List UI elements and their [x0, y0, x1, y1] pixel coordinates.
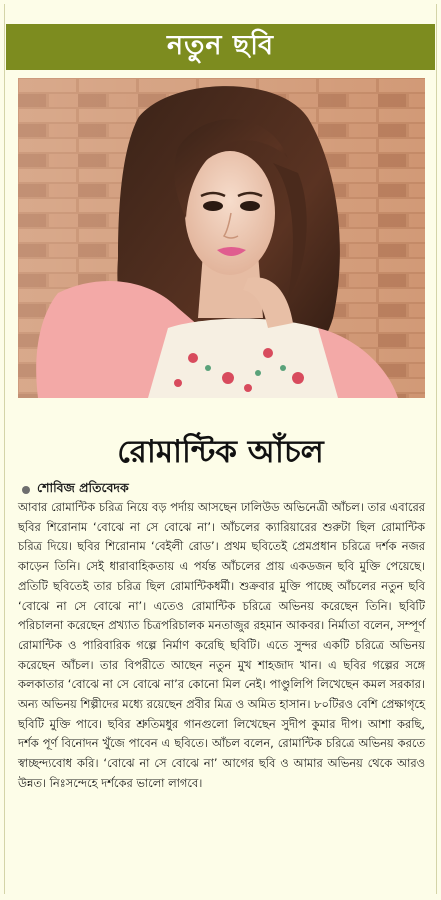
article-body-paragraph: আবার রোমান্টিক চরিত্র নিয়ে বড় পর্দায় আসছেন ঢালিউড অভিনেত্রী আঁচল। তার এবারের ছবির শিরোনাম ‘বোঝে না সে বোঝে না’। আঁচলের ক্যারিয়ারের শুরুটা ছিল রোমান্টিক চরিত্র দিয়ে। ছবির শিরোনাম ‘বেইলী রোড’। প্রথম ছবিতেই প্রেমপ্রধান চরিত্রে দর্শক নজর কাড়েন তিনি। সেই ধারাবাহিকতায় এ পর্যন্ত আঁচলের প্রায় একডজন ছবি মুক্তি পেয়েছে। প্রতিটি ছবিতেই তার চরিত্র ছিল রোমান্টিকধর্মী। শুক্রবার মুক্তি পাচ্ছে আঁচলের নতুন ছবি ‘বোঝে না সে বোঝে না’। এতেও রোমান্টিক চরিত্রে অভিনয় করেছেন তিনি। ছবিটি পরিচালনা করেছেন প্রখ্যাত চিত্রপরিচালক মনতাজুর রহমান আকবর। নির্মাতা বলেন, সম্পূর্ণ রোমান্টিক ও পারিবারিক গল্পে নির্মাণ করেছি ছবিটি। এতে সুন্দর একটি চরিত্রে অভিনয় করেছেন আঁচল। তার বিপরীতে আছেন নতুন মুখ শাহজাদ খান। এ ছবির গল্পের সঙ্গে কলকাতার ‘বোঝে না সে বোঝে না’র কোনো মিল নেই। পাণ্ডুলিপি লিখেছেন কমল সরকার। অন্য অভিনয় শিল্পীদের মধ্যে রয়েছেন প্রবীর মিত্র ও অমিত হাসান। ৮০টিরও বেশি প্রেক্ষাগৃহে ছবিটি মুক্তি পাবে। ছবির শ্রুতিমধুর গানগুলো লিখেছেন সুদীপ কুমার দীপ। আশা করছি, দর্শক পূর্ণ বিনোদন খুঁজে পাবেন এ ছবিতে। আঁচল বলেন, রোমান্টিক চরিত্রে অভিনয় করতে স্বাচ্ছন্দ্যবোধ করি। ‘বোঝে না সে বোঝে না’ আগের ছবি ও আমার অভিনয় থেকে আরও উন্নত। নিঃসন্দেহে দর্শকের ভালো লাগবে। [18, 500, 425, 790]
section-header [6, 24, 435, 70]
byline [22, 480, 129, 500]
article-body [18, 498, 425, 794]
section-title: নতুন ছবি [166, 29, 274, 61]
bullet-icon [22, 486, 30, 494]
article-headline: রোমান্টিক আঁচল [117, 434, 324, 470]
actress-portrait [18, 78, 425, 398]
byline-text: শোবিজ প্রতিবেদক [37, 480, 129, 495]
article-photo [18, 78, 425, 398]
